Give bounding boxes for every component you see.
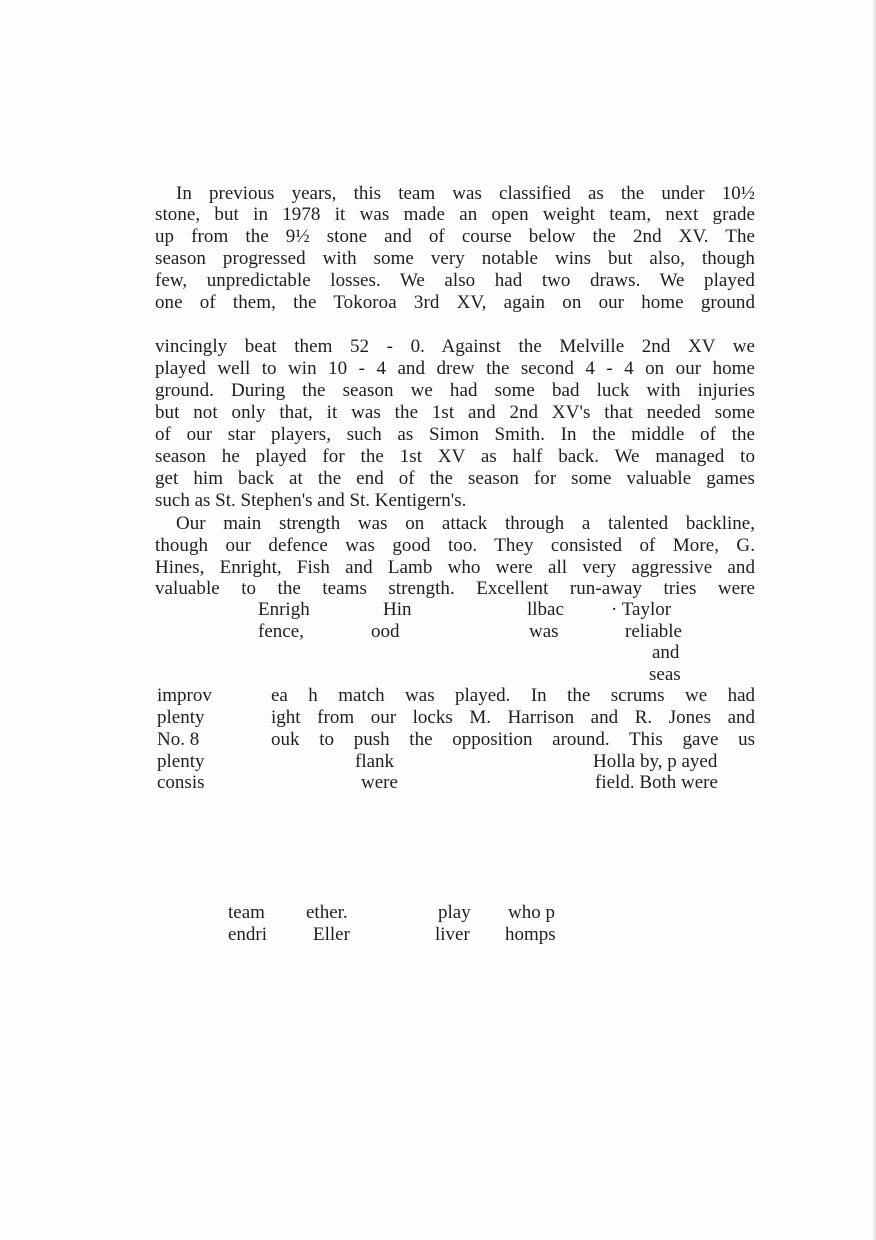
text-line: valuable to the teams strength. Excellent run-away tries were: [155, 578, 755, 599]
text-line: up from the 9½ stone and of course below the 2nd XV. The: [155, 226, 755, 247]
text-fragment: fence,: [258, 621, 304, 642]
text-line: stone, but in 1978 it was made an open weight team, next grade: [155, 204, 755, 225]
text-fragment: improv: [157, 685, 212, 706]
text-fragment: seas: [649, 664, 681, 685]
text-fragment: team: [228, 902, 265, 923]
text-line: Our main strength was on attack through a talented backline,: [176, 513, 755, 534]
text-fragment: flank: [355, 751, 395, 772]
text-fragment: llbac: [527, 599, 564, 620]
text-line: few, unpredictable losses. We also had two draws. We played: [155, 270, 755, 291]
text-fragment: play: [438, 902, 471, 923]
text-fragment: homps: [505, 924, 556, 945]
text-fragment: Hin: [383, 599, 412, 620]
text-fragment: field. Both were: [595, 772, 718, 793]
text-fragment: Eller: [313, 924, 350, 945]
text-fragment: ether.: [306, 902, 348, 923]
text-line: one of them, the Tokoroa 3rd XV, again on our home ground: [155, 292, 755, 313]
text-fragment: Enrigh: [258, 599, 310, 620]
text-line: season progressed with some very notable wins but also, though: [155, 248, 755, 269]
text-fragment: plenty: [157, 707, 205, 728]
text-fragment: ouk to push the opposition around. This gave us: [271, 729, 755, 750]
text-fragment: were: [361, 772, 398, 793]
text-line: though our defence was good too. They consisted of More, G.: [155, 535, 755, 556]
text-fragment: Holla by, p ayed: [593, 751, 718, 772]
text-fragment: endri: [228, 924, 268, 945]
text-fragment: ood: [371, 621, 400, 642]
text-fragment: was: [529, 621, 559, 642]
text-line: In previous years, this team was classified as the under 10½: [176, 183, 755, 204]
text-fragment: ight from our locks M. Harrison and R. Jones and: [271, 707, 755, 728]
text-line: of our star players, such as Simon Smith. In the middle of the: [155, 424, 755, 445]
text-fragment: reliable: [625, 621, 682, 642]
text-fragment: ea h match was played. In the scrums we had: [271, 685, 755, 706]
text-line: played well to win 10 - 4 and drew the second 4 - 4 on our home: [155, 358, 755, 379]
text-fragment: who p: [508, 902, 555, 923]
text-fragment: No. 8: [157, 729, 200, 750]
text-fragment: · Taylor: [611, 599, 672, 620]
text-fragment: plenty: [157, 751, 205, 772]
text-line: ground. During the season we had some bad luck with injuries: [155, 380, 755, 401]
text-line: get him back at the end of the season for some valuable games: [155, 468, 755, 489]
text-fragment: consis: [157, 772, 205, 793]
text-line: but not only that, it was the 1st and 2nd XV's that needed some: [155, 402, 755, 423]
text-line: season he played for the 1st XV as half back. We managed to: [155, 446, 755, 467]
text-fragment: liver: [435, 924, 470, 945]
text-fragment: and: [652, 642, 680, 663]
text-line: such as St. Stephen's and St. Kentigern's.: [155, 490, 467, 511]
text-line: vincingly beat them 52 - 0. Against the Melville 2nd XV we: [155, 336, 755, 357]
text-line: Hines, Enright, Fish and Lamb who were all very aggressive and: [155, 557, 755, 578]
